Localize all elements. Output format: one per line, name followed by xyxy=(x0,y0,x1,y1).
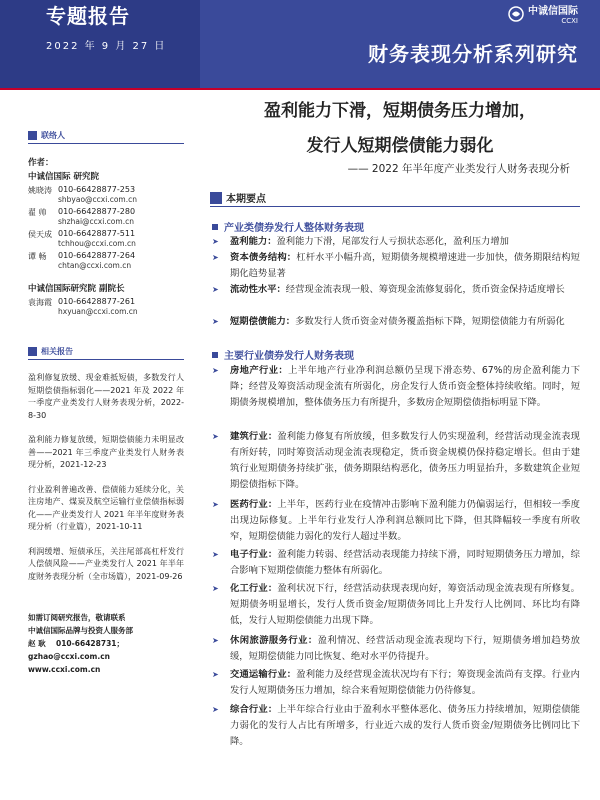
related-rule xyxy=(28,359,184,360)
square-bullet-icon xyxy=(210,192,222,204)
vp-org: 中诚信国际研究院 副院长 xyxy=(28,284,125,294)
subscribe-line2: 中诚信国际品牌与投资人服务部 xyxy=(28,626,133,635)
section2-heading xyxy=(212,347,354,362)
main-title-line2: 发行人短期偿债能力弱化 xyxy=(306,136,494,156)
subscribe-web[interactable]: www.ccxi.com.cn xyxy=(28,665,101,674)
summary-point xyxy=(212,234,580,250)
logo-mark-icon xyxy=(508,6,524,22)
summary-point xyxy=(212,282,580,298)
related-report-item[interactable]: 盈利能力修复放缓，短期偿债能力未明显改善——2021 年三季度产业类发行人财务表现分析，2021-12-23 xyxy=(28,435,184,469)
point-label: 短期偿债能力： xyxy=(230,316,296,327)
subscribe-contact xyxy=(28,637,184,650)
related-report-item[interactable]: 利润缓增、短债承压，关注尾部高杠杆发行人偿债风险——产业类发行人 2021 年半年度财务表现分析（全市场篇），2021-09-26 xyxy=(28,546,184,581)
point-label: 房地产行业： xyxy=(230,365,289,376)
point-text: 经营现金流表现一般、筹资现金流修复弱化，货币资金保持适度增长 xyxy=(285,284,565,295)
arrow-bullet-icon: ➤ xyxy=(212,237,219,246)
arrow-bullet-icon: ➤ xyxy=(212,366,219,375)
point-text: 盈利情况、经营活动现金流表现均下行，短期债务增加趋势放缓，短期偿债能力同比恢复、绝对水平仍待提升。 xyxy=(230,635,580,662)
company-logo xyxy=(508,2,578,25)
authors-label: 作者： xyxy=(28,158,54,168)
arrow-bullet-icon: ➤ xyxy=(212,584,219,593)
point-label: 交通运输行业： xyxy=(230,669,297,680)
square-bullet-icon xyxy=(28,131,37,140)
summary-heading xyxy=(210,190,266,205)
author-email[interactable]: shbyao@ccxi.com.cn xyxy=(58,195,137,204)
section2-title: 主要行业债券发行人财务表现 xyxy=(224,351,354,362)
related-heading xyxy=(28,346,184,357)
arrow-bullet-icon: ➤ xyxy=(212,432,219,441)
point-text: 盈利能力转弱、经营活动表现能力持续下滑，同时短期债务压力增加，综合影响下短期偿债能力整体有所弱化。 xyxy=(230,549,580,576)
arrow-bullet-icon: ➤ xyxy=(212,500,219,509)
subtitle: —— 2022 年半年度产业类发行人财务表现分析 xyxy=(347,163,570,175)
square-bullet-icon xyxy=(212,352,218,358)
square-bullet-icon xyxy=(212,224,218,230)
point-text: 盈利状况下行，经营活动获现表现向好，筹资活动现金流表现有所修复。短期债务明显增长，发行人货币资金/短期债务同比上升发行人比例同、环比均有降低，发行人短期偿债能力出现下降。 xyxy=(230,583,580,626)
point-text: 多数发行人货币资金对债务覆盖指标下降，短期偿债能力有所弱化 xyxy=(295,316,565,327)
arrow-bullet-icon: ➤ xyxy=(212,317,219,326)
author-phone: 010-66428877-280 xyxy=(58,207,136,216)
arrow-bullet-icon: ➤ xyxy=(212,285,219,294)
point-label: 综合行业： xyxy=(230,704,278,715)
summary-point xyxy=(212,314,580,330)
industry-point xyxy=(212,429,580,493)
point-text: 盈利能力及经营现金流状况均有下行；筹资现金流尚有支撑。行业内发行人短期债务压力增加，综合来看短期偿债能力仍待修复。 xyxy=(230,669,580,696)
author-entry xyxy=(28,229,184,248)
series-title: 财务表现分析系列研究 xyxy=(368,42,578,66)
vp-entry xyxy=(28,297,184,316)
point-text: 上半年地产行业净利润总额仍呈现下滑态势、67%的房企盈利能力下降；经营及筹资活动现金流有所弱化，房企发行人货币资金整体持续收缩。同时，短期债务规模增加，整体债务压力有所提升，多数房企短期偿债指标明显下降。 xyxy=(230,365,580,408)
arrow-bullet-icon: ➤ xyxy=(212,253,219,262)
subscribe-email[interactable]: gzhao@ccxi.com.cn xyxy=(28,652,110,661)
related-reports xyxy=(28,346,184,583)
section1-title: 产业类债券发行人整体财务表现 xyxy=(224,223,364,234)
report-type: 专题报告 xyxy=(46,4,130,28)
logo-cn-text: 中诚信国际 xyxy=(528,6,578,17)
author-email[interactable]: tchhou@ccxi.com.cn xyxy=(58,239,136,248)
industry-point xyxy=(212,633,580,665)
contacts-heading xyxy=(28,130,184,141)
vp-email[interactable]: hxyuan@ccxi.com.cn xyxy=(58,307,138,316)
subscribe-line1: 如需订阅研究报告，敬请联系 xyxy=(28,613,126,622)
subscribe-contact-name: 赵 耿 xyxy=(28,639,46,648)
arrow-bullet-icon: ➤ xyxy=(212,636,219,645)
author-org: 中诚信国际 研究院 xyxy=(28,172,99,182)
author-entry xyxy=(28,207,184,226)
arrow-bullet-icon: ➤ xyxy=(212,670,219,679)
point-text: 上半年综合行业由于盈利水平整体恶化、债务压力持续增加，短期偿债能力弱化的发行人占比有所增多，行业近六成的发行人货币资金/短期债务比例同比下降。 xyxy=(230,704,580,747)
subscribe-contact-phone: 010-66428731； xyxy=(56,639,125,648)
point-label: 资本债务结构： xyxy=(230,252,297,263)
author-name: 侯天成 xyxy=(28,230,52,239)
point-label: 流动性水平： xyxy=(230,284,286,295)
vp-phone: 010-66428877-261 xyxy=(58,297,136,306)
point-text: 盈利能力修复有所放缓，但多数发行人仍实现盈利，经营活动现金流表现有所好转，同时筹资活动现金流表现稳定，货币资金规模仍保持稳定增长。但由于建筑行业短期债务持续扩张，债务期限结构恶化，债务压力明显抬升，多数建筑企业短期偿债指标下降。 xyxy=(230,431,580,490)
industry-point xyxy=(212,497,580,545)
point-label: 休闲旅游服务行业： xyxy=(230,635,318,646)
arrow-bullet-icon: ➤ xyxy=(212,705,219,714)
author-name: 姚晓涛 xyxy=(28,186,52,195)
author-phone: 010-66428877-264 xyxy=(58,251,136,260)
author-phone: 010-66428877-511 xyxy=(58,229,136,238)
point-label: 医药行业： xyxy=(230,499,278,510)
arrow-bullet-icon: ➤ xyxy=(212,550,219,559)
industry-point xyxy=(212,547,580,579)
subscribe-info xyxy=(28,611,184,676)
point-text: 盈利能力下滑，尾部发行人亏损状态恶化，盈利压力增加 xyxy=(276,236,509,247)
related-report-item[interactable]: 盈利修复放缓、现金难抵短债，多数发行人短期偿债指标弱化——2021 年及 2022 年一季度产业类发行人财务表现分析，2022-8-30 xyxy=(28,373,184,420)
point-text: 杠杆水平小幅升高，短期债务规模增速进一步加快，债务期限结构短期化趋势显著 xyxy=(230,252,580,279)
main-title-line1: 盈利能力下滑，短期债务压力增加， xyxy=(264,101,536,121)
point-label: 电子行业： xyxy=(230,549,278,560)
point-label: 盈利能力： xyxy=(230,236,277,247)
author-name: 谭 畅 xyxy=(28,252,47,261)
point-label: 建筑行业： xyxy=(230,431,278,442)
logo-en-text: CCXI xyxy=(561,17,578,25)
industry-point xyxy=(212,581,580,629)
industry-point xyxy=(212,667,580,699)
contacts-rule xyxy=(28,143,184,144)
vp-name: 袁海霞 xyxy=(28,298,52,307)
related-heading-label: 相关报告 xyxy=(41,347,73,356)
author-entry xyxy=(28,251,184,270)
author-phone: 010-66428877-253 xyxy=(58,185,136,194)
report-header xyxy=(0,0,600,90)
summary-rule xyxy=(210,206,580,207)
contacts-heading-label: 联络人 xyxy=(41,131,65,140)
author-name: 翟 帅 xyxy=(28,208,47,217)
header-divider xyxy=(0,88,600,90)
sidebar xyxy=(28,130,184,676)
point-label: 化工行业： xyxy=(230,583,278,594)
report-date: 2022 年 9 月 27 日 xyxy=(46,41,167,52)
point-text: 上半年，医药行业在疫情冲击影响下盈利能力仍偏弱运行，但相较一季度出现边际修复。上半年行业发行人净利润总额同比下降，但其降幅较一季度有所收窄，短期偿债能力弱化的发行人超过半数。 xyxy=(230,499,580,542)
author-entry xyxy=(28,185,184,204)
section1-heading xyxy=(212,219,364,234)
industry-point xyxy=(212,363,580,411)
summary-heading-label: 本期要点 xyxy=(226,194,266,205)
square-bullet-icon xyxy=(28,347,37,356)
author-email[interactable]: shzhai@ccxi.com.cn xyxy=(58,217,134,226)
related-report-item[interactable]: 行业盈利普遍改善、偿债能力延续分化，关注房地产、煤炭及航空运输行业偿债指标弱化——产业类发行人 2021 年半年度财务表现分析（行业篇），2021-10-11 xyxy=(28,484,184,531)
author-email[interactable]: chtan@ccxi.com.cn xyxy=(58,261,132,270)
summary-point xyxy=(212,250,580,282)
industry-point xyxy=(212,702,580,750)
